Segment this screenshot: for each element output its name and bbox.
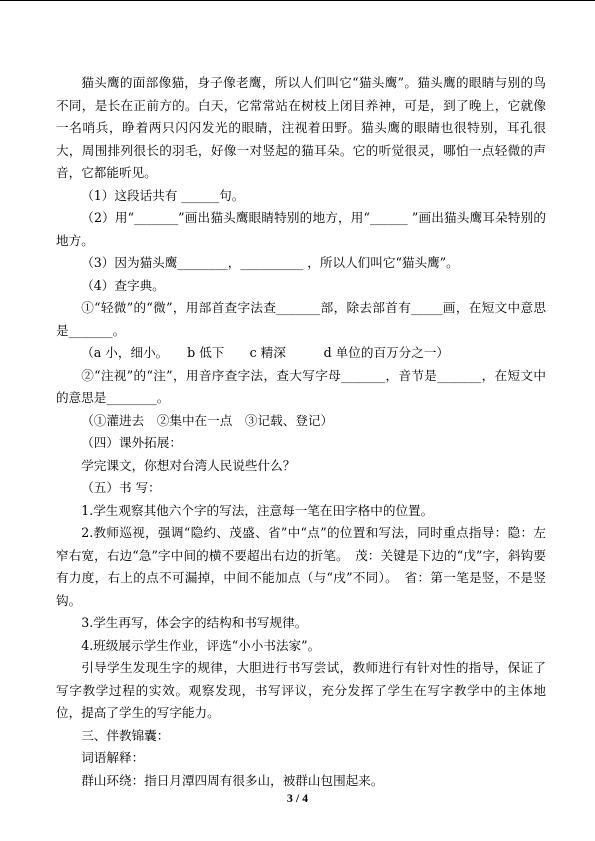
writing-step-3: 3.学生再写，体会字的结构和书写规律。: [81, 615, 308, 630]
question-1: （1）这段话共有 ______句。: [81, 187, 245, 203]
section-heading-extension: （四）课外拓展：: [81, 435, 182, 450]
extension-prompt: 学完课文，你想对台湾人民说些什么？: [81, 457, 296, 473]
writing-step-2: 2.教师巡视，强调“隐约、茂盛、省”中“点”的位置和写法，同时重点指导：隐：左窄右宽，右边“急”字中间的横不要超出右边的折笔。 茂：关键是下边的“戊”字，斜钩要有力度，右上的点不可漏掉，中间不能加点（与“戌”不同）。 省：第一笔是竖，不是竖钩。: [56, 525, 546, 608]
question-4-part-2: ②“注视”的“注”，用音序查字法，查大写字母_______，音节是_______，在短文中的意思是________。: [56, 367, 546, 405]
passage-paragraph: 猫头鹰的面部像猫，身子像老鹰，所以人们叫它“猫头鹰”。猫头鹰的眼睛与别的鸟不同，是长在正前方的。白天，它常常站在树枝上闭目养神，可是，到了晚上，它就像一名哨兵，睁着两只闪闪发光的眼睛，注视着田野。猫头鹰的眼睛也很特别，耳孔很大，周围排列很长的羽毛，好像一对竖起的猫耳朵。它的听觉很灵，哪怕一点轻微的声音，它都能听见。: [56, 75, 546, 180]
writing-step-1: 1.学生观察其他六个字的写法，注意每一笔在田字格中的位置。: [81, 502, 434, 518]
document-body: [56, 72, 546, 792]
section-heading-teaching-tips: 三、伴教锦囊：: [81, 727, 170, 743]
question-2: （2）用“_______”画出猫头鹰眼睛特别的地方，用“______ ”画出猫头鹰耳朵特别的地方。: [56, 210, 546, 248]
top-border-line: [0, 0, 595, 1]
section-heading-writing: （五）书 写：: [81, 480, 161, 495]
vocabulary-entry: 群山环绕：指日月潭四周有很多山，被群山包围起来。: [81, 772, 384, 788]
vocabulary-heading: 词语解释：: [81, 750, 145, 765]
question-4: （4）查字典。: [81, 277, 165, 293]
question-4-part-1: ①“轻微”的“微”，用部首查字法查_______部，除去部首有_____画，在短文中意思是_______。: [56, 300, 546, 338]
page-number: 3 / 4: [286, 791, 309, 805]
question-3: （3）因为猫头鹰________，__________ ，所以人们叫它“猫头鹰”。: [81, 255, 459, 270]
writing-summary: 引导学生发现生字的规律，大胆进行书写尝试，教师进行有针对性的指导，保证了写字教学过程的实效。观察发现，书写评议，充分发挥了学生在写字教学中的主体地位，提高了学生的写字能力。: [56, 660, 546, 720]
writing-step-4: 4.班级展示学生作业，评选“小小书法家”。: [81, 637, 321, 653]
question-4-options-2: （①灌进去 ②集中在一点 ③记载、登记）: [81, 412, 334, 428]
question-4-options-1: （a 小，细小。 b 低下 c 精深 d 单位的百万分之一）: [81, 345, 450, 360]
